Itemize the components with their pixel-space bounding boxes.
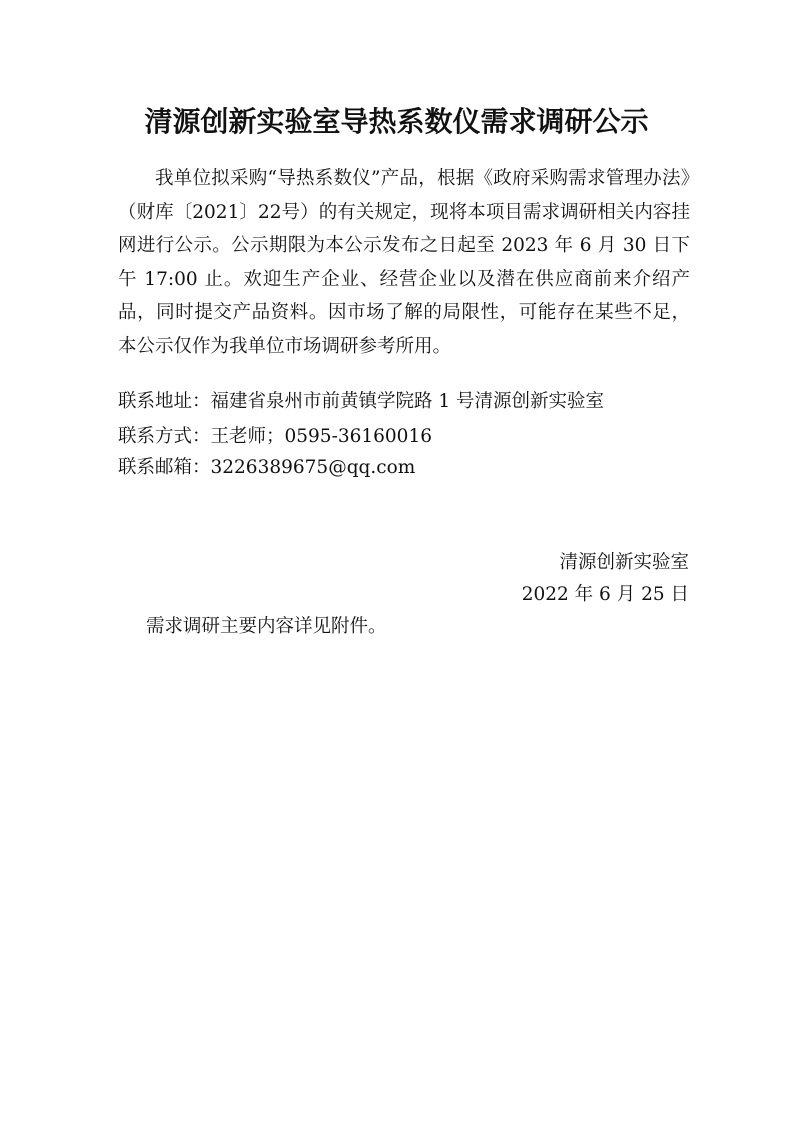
contact-address: 联系地址：福建省泉州市前黄镇学院路 1 号清源创新实验室 xyxy=(118,391,605,412)
contact-method: 联系方式：王老师；0595-36160016 xyxy=(118,426,432,447)
signature-date: 2022 年 6 月 25 日 xyxy=(521,584,689,605)
contact-email: 联系邮箱：3226389675@qq.com xyxy=(118,457,416,478)
document-title: 清源创新实验室导热系数仪需求调研公示 xyxy=(144,105,649,138)
attachment-note: 需求调研主要内容详见附件。 xyxy=(146,616,387,637)
signature-organization: 清源创新实验室 xyxy=(559,552,689,573)
body-paragraph: 我单位拟采购“导热系数仪”产品，根据《政府采购需求管理办法》（财库〔2021〕22号）的有关规定，现将本项目需求调研相关内容挂网进行公示。公示期限为本公示发布之日起至 2023 年 6 月 30 日下午 17:00 止。欢迎生产企业、经营企业以及潜在供应商前来介绍产品，同时提交产品资料。因市场了解的局限性，可能存在某些不足，本公示仅作为我单位市场调研参考所用。 xyxy=(118,168,690,357)
